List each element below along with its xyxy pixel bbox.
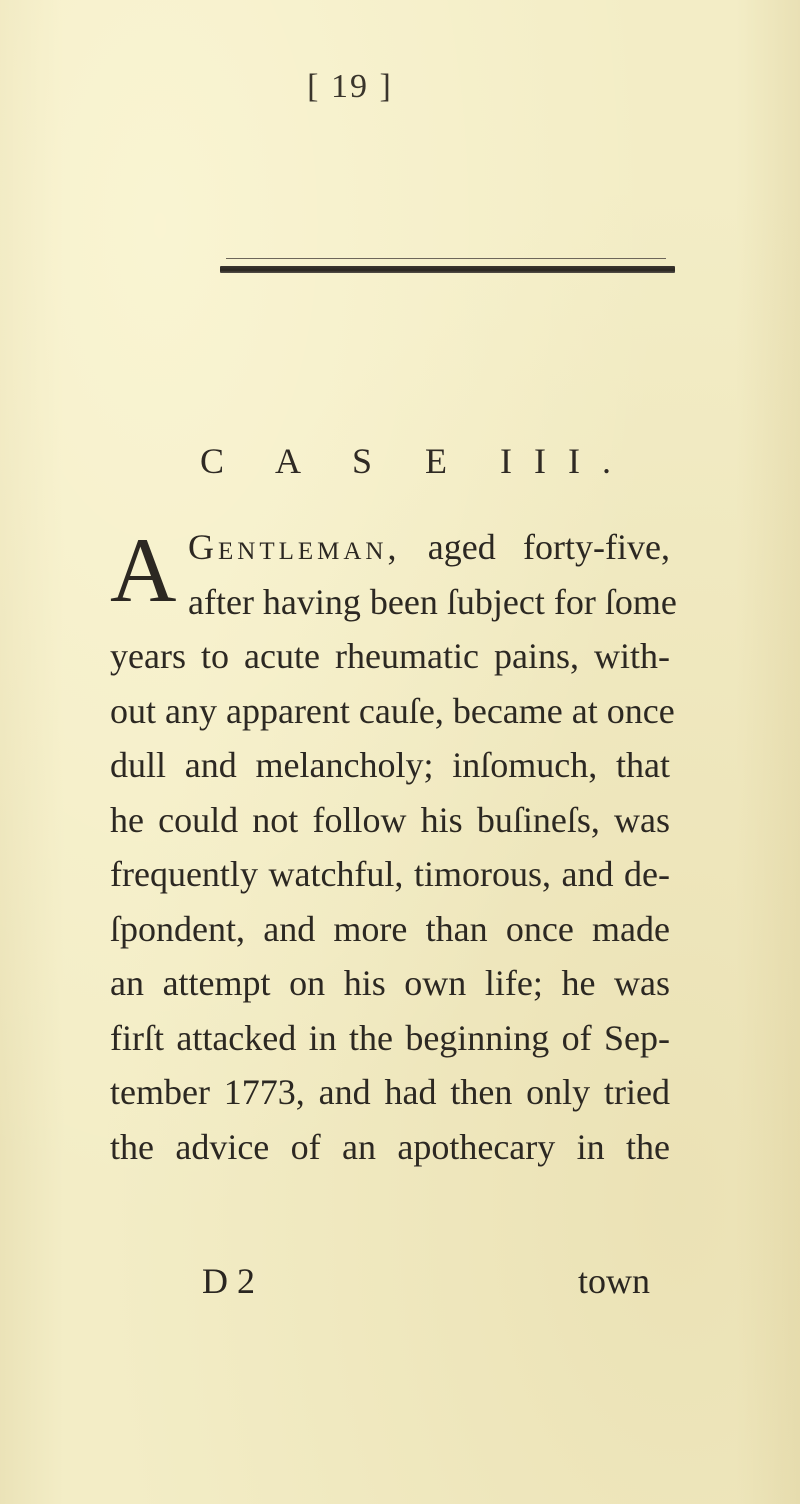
text-line-3: years to acute rheumatic pains, with- <box>110 636 670 676</box>
page-number: [ 19 ] <box>307 68 393 105</box>
text-line-2: after having been ſubject for ſome <box>188 581 677 622</box>
text-line-6: he could not follow his buſineſs, was <box>110 799 670 840</box>
case-heading: C A S E III. <box>200 441 634 481</box>
text-line-12: the advice of an apothecary in the <box>110 1126 670 1167</box>
text-line-1 <box>188 520 670 575</box>
text-line-11: tember 1773, and had then only tried <box>110 1072 670 1112</box>
opening-small-caps: Gentleman, <box>188 527 401 567</box>
header-rule <box>220 266 675 273</box>
signature-mark: D 2 <box>202 1261 255 1301</box>
text-line-5: dull and melancholy; inſomuch, that <box>110 745 670 785</box>
text-line-8: ſpondent, and more than once made <box>110 908 670 949</box>
drop-cap: A <box>110 519 177 621</box>
text-line-10: firſt attacked in the beginning of Sep- <box>110 1017 670 1058</box>
catchword: town <box>578 1261 650 1301</box>
opening-block <box>110 519 677 629</box>
text-line-4: out any apparent cauſe, became at once <box>110 690 675 731</box>
header-rule-thin <box>226 258 666 259</box>
body-text <box>110 519 677 1174</box>
text-line-7: frequently watchful, timorous, and de- <box>110 854 670 894</box>
text-line-9: an attempt on his own life; he was <box>110 963 670 1003</box>
opening-rest: aged forty-five, <box>427 527 670 567</box>
